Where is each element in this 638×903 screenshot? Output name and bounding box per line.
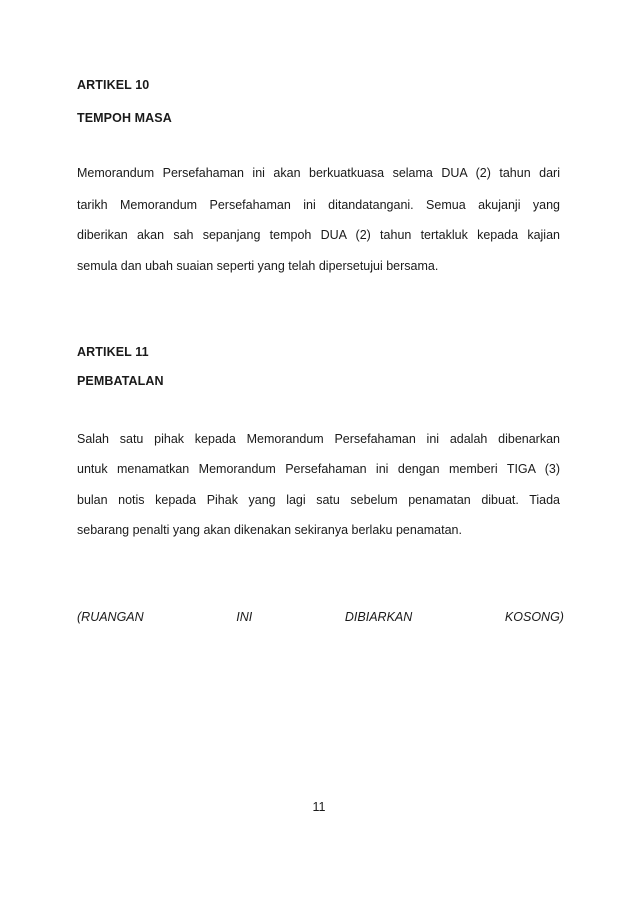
article-11-number: ARTIKEL 11 (77, 345, 149, 359)
article-10-paragraph-line: Memorandum Persefahaman ini akan berkuatkuasa selama DUA (2) tahun dari (77, 166, 560, 180)
article-10-paragraph-line: diberikan akan sah sepanjang tempoh DUA (2) tahun tertakluk kepada kajian (77, 228, 560, 242)
article-11-paragraph-line: sebarang penalti yang akan dikenakan sekiranya berlaku penamatan. (77, 523, 462, 537)
article-10-paragraph-line: semula dan ubah suaian seperti yang telah dipersetujui bersama. (77, 259, 439, 273)
blank-notice-word: INI (236, 610, 253, 624)
article-10-number: ARTIKEL 10 (77, 78, 150, 92)
blank-notice-word: (RUANGAN (77, 610, 144, 624)
article-11-title: PEMBATALAN (77, 374, 164, 388)
article-11-paragraph-line: bulan notis kepada Pihak yang lagi satu sebelum penamatan dibuat. Tiada (77, 493, 560, 507)
article-11-paragraph-line: Salah satu pihak kepada Memorandum Persefahaman ini adalah dibenarkan (77, 432, 560, 446)
page-number: 11 (312, 800, 326, 814)
blank-notice-word: KOSONG) (504, 610, 564, 624)
article-10-paragraph-line: tarikh Memorandum Persefahaman ini ditandatangani. Semua akujanji yang (77, 198, 560, 212)
article-11-paragraph-line: untuk menamatkan Memorandum Persefahaman ini dengan memberi TIGA (3) (77, 462, 560, 476)
blank-notice-word: DIBIARKAN (344, 610, 413, 624)
blank-space-notice (77, 610, 564, 624)
article-10-title: TEMPOH MASA (77, 111, 172, 125)
